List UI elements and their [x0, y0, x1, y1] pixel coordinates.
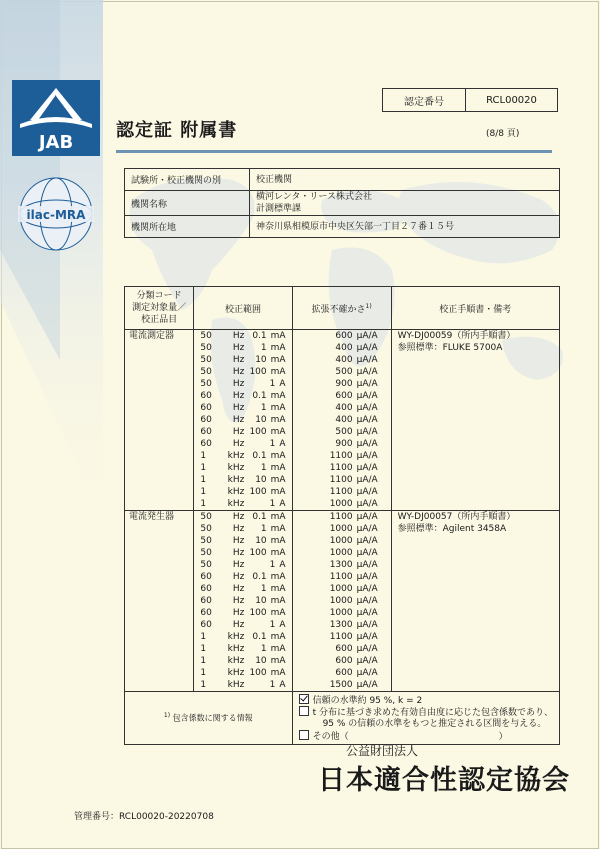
uncertainty-line: 500 μA/A	[335, 367, 378, 377]
range-line: 60 Hz 0.1 mA	[200, 391, 286, 401]
range-line: 60 Hz 1 mA	[200, 403, 286, 413]
range-line: 50 Hz 1 mA	[200, 524, 286, 534]
coverage-option-t-dist: t 分布に基づき求めた有効自由度に応じた包含係数であり、	[299, 706, 553, 718]
organization-info-table	[124, 168, 560, 238]
uncertainty-line: 600 μA/A	[335, 644, 378, 654]
info-label: 機関所在地	[125, 216, 250, 238]
uncertainty-line: 900 μA/A	[335, 379, 378, 389]
uncertainty-line: 900 μA/A	[335, 439, 378, 449]
procedure-cell: WY-DJ00057（所内手順書） 参照標準：Agilent 3458A	[391, 511, 559, 692]
category-cell: 電流測定器	[125, 330, 194, 511]
range-line: 60 Hz 10 mA	[200, 596, 286, 606]
range-line: 1 kHz 100 mA	[200, 668, 286, 678]
info-value: 神奈川県相模原市中央区矢部一丁目２７番１５号	[250, 216, 560, 238]
range-line: 60 Hz 0.1 mA	[200, 572, 286, 582]
info-row	[125, 169, 560, 191]
uncertainty-line: 1000 μA/A	[329, 584, 378, 594]
procedure-cell: WY-DJ00059（所内手順書） 参照標準：FLUKE 5700A	[391, 330, 559, 511]
range-line: 1 kHz 1 A	[200, 680, 286, 690]
uncertainty-line: 1100 μA/A	[329, 512, 378, 522]
info-label: 試験所・校正機関の別	[125, 169, 250, 191]
coverage-factor-note-row	[125, 692, 560, 745]
ilac-mra-logo	[14, 174, 98, 254]
certificate-number-label: 認定番号	[383, 89, 466, 111]
uncertainty-line: 1100 μA/A	[329, 572, 378, 582]
uncertainty-line: 600 μA/A	[335, 656, 378, 666]
range-line: 50 Hz 100 mA	[200, 367, 286, 377]
range-line: 1 kHz 0.1 mA	[200, 451, 286, 461]
range-cell	[194, 330, 292, 511]
organization-name: 日本適合性認定協会	[318, 765, 570, 796]
header-category: 分類コード 測定対象量／ 校正品目	[125, 287, 194, 330]
title-rule	[116, 150, 552, 153]
range-line: 50 Hz 1 A	[200, 379, 286, 389]
table-row	[125, 511, 560, 692]
coverage-factor-options: 信頼の水準約 95 %, k = 2 t 分布に基づき求めた有効自由度に応じた包含係数であり、 95 % の信頼の水準をもつと推定される区間を与える。 その他（ ）	[292, 692, 559, 745]
range-line: 1 kHz 0.1 mA	[200, 632, 286, 642]
uncertainty-line: 1100 μA/A	[329, 475, 378, 485]
range-line: 60 Hz 10 mA	[200, 415, 286, 425]
uncertainty-line: 400 μA/A	[335, 415, 378, 425]
table-row	[125, 330, 560, 511]
uncertainty-cell	[292, 511, 391, 692]
range-line: 60 Hz 100 mA	[200, 427, 286, 437]
uncertainty-line: 1000 μA/A	[329, 608, 378, 618]
uncertainty-line: 1100 μA/A	[329, 463, 378, 473]
uncertainty-line: 400 μA/A	[335, 355, 378, 365]
range-line: 60 Hz 1 A	[200, 620, 286, 630]
uncertainty-line: 1000 μA/A	[329, 524, 378, 534]
uncertainty-line: 1000 μA/A	[329, 548, 378, 558]
uncertainty-line: 1000 μA/A	[329, 499, 378, 509]
range-line: 1 kHz 1 mA	[200, 644, 286, 654]
management-number: 管理番号：RCL00020-20220708	[74, 812, 214, 822]
uncertainty-line: 1100 μA/A	[329, 632, 378, 642]
coverage-factor-label: $^{1)}$ 包含係数に関する情報	[125, 692, 293, 745]
document-title: 認定証 附属書	[116, 120, 238, 141]
range-line: 60 Hz 1 mA	[200, 584, 286, 594]
checkbox-icon	[299, 706, 309, 716]
header-uncertainty: 拡張不確かさ$^{1)}$	[292, 287, 391, 330]
range-line: 50 Hz 10 mA	[200, 355, 286, 365]
uncertainty-line: 600 μA/A	[335, 331, 378, 341]
category-cell: 電流発生器	[125, 511, 194, 692]
range-line: 50 Hz 0.1 mA	[200, 512, 286, 522]
uncertainty-line: 1000 μA/A	[329, 536, 378, 546]
uncertainty-line: 1000 μA/A	[329, 596, 378, 606]
info-row	[125, 216, 560, 238]
checkbox-icon	[299, 694, 309, 704]
range-line: 1 kHz 10 mA	[200, 656, 286, 666]
jab-logo-text: JAB	[38, 132, 74, 153]
uncertainty-line: 1100 μA/A	[329, 487, 378, 497]
uncertainty-line: 600 μA/A	[335, 391, 378, 401]
uncertainty-line: 1100 μA/A	[329, 451, 378, 461]
range-line: 1 kHz 1 A	[200, 499, 286, 509]
table-header-row	[125, 287, 560, 330]
info-row	[125, 191, 560, 216]
coverage-option-k2: 信頼の水準約 95 %, k = 2	[299, 694, 553, 706]
range-cell	[194, 511, 292, 692]
info-value: 横河レンタ・リース株式会社 計測標準課	[250, 191, 560, 216]
coverage-option-other: その他（ ）	[299, 730, 553, 742]
uncertainty-line: 1300 μA/A	[329, 560, 378, 570]
uncertainty-cell	[292, 330, 391, 511]
page-number: (8/8 頁)	[486, 129, 520, 139]
uncertainty-line: 600 μA/A	[335, 668, 378, 678]
header-range: 校正範囲	[194, 287, 292, 330]
uncertainty-line: 400 μA/A	[335, 403, 378, 413]
range-line: 50 Hz 1 A	[200, 560, 286, 570]
uncertainty-line: 400 μA/A	[335, 343, 378, 353]
info-label: 機関名称	[125, 191, 250, 216]
uncertainty-line: 500 μA/A	[335, 427, 378, 437]
range-line: 60 Hz 100 mA	[200, 608, 286, 618]
checkbox-icon	[299, 730, 309, 740]
ilac-logo-text: ilac-MRA	[26, 208, 86, 222]
organization-type: 公益財団法人	[346, 744, 419, 758]
info-value: 校正機関	[250, 169, 560, 191]
range-line: 50 Hz 100 mA	[200, 548, 286, 558]
jab-logo	[12, 80, 100, 156]
range-line: 50 Hz 0.1 mA	[200, 331, 286, 341]
header-procedure: 校正手順書・備考	[391, 287, 559, 330]
range-line: 1 kHz 10 mA	[200, 475, 286, 485]
calibration-scope-table	[124, 286, 560, 745]
uncertainty-line: 1500 μA/A	[329, 680, 378, 690]
certificate-number-box	[382, 88, 558, 112]
range-line: 1 kHz 1 mA	[200, 463, 286, 473]
range-line: 50 Hz 1 mA	[200, 343, 286, 353]
range-line: 60 Hz 1 A	[200, 439, 286, 449]
range-line: 1 kHz 100 mA	[200, 487, 286, 497]
uncertainty-line: 1300 μA/A	[329, 620, 378, 630]
range-line: 50 Hz 10 mA	[200, 536, 286, 546]
certificate-number-value: RCL00020	[486, 94, 537, 106]
